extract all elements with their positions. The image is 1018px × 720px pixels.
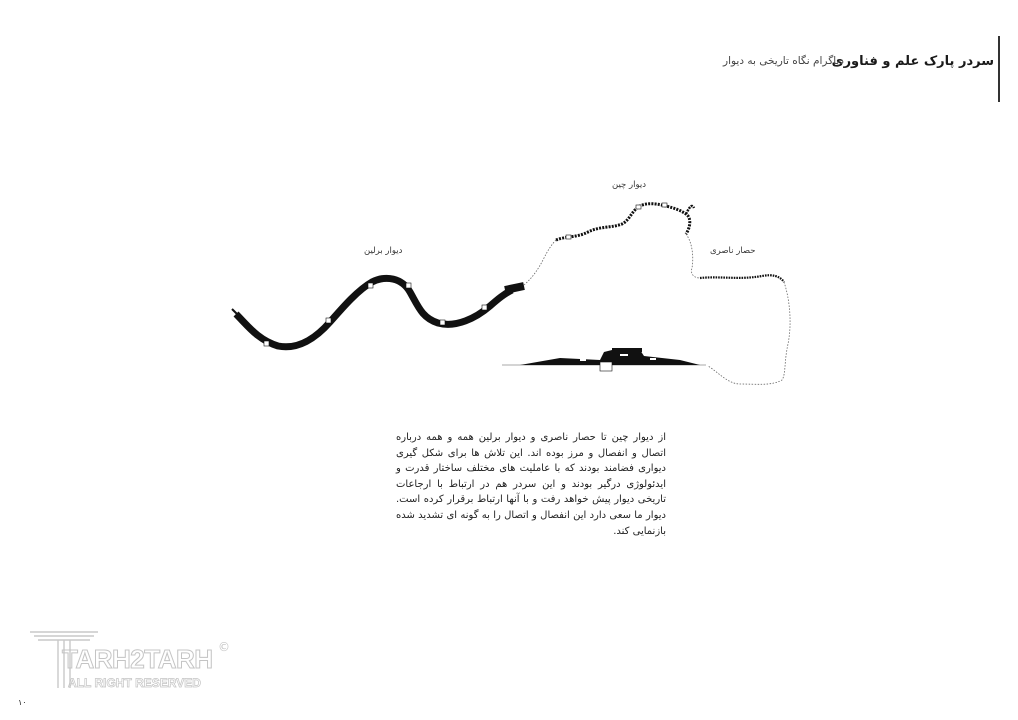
copyright-symbol: © bbox=[218, 640, 230, 654]
gateway-section-drawing bbox=[502, 348, 706, 371]
page-subtitle: دیاگرام نگاه تاریخی به دیوار bbox=[723, 55, 844, 67]
naseri-wall-label: حصار ناصری bbox=[710, 246, 756, 256]
china-wall-path bbox=[556, 203, 694, 240]
berlin-wall-path bbox=[232, 278, 524, 346]
connection-dotted-line bbox=[686, 234, 700, 278]
page-number: ۱۰ bbox=[18, 698, 27, 707]
naseri-wall-path bbox=[700, 275, 790, 384]
page-title: سردر پارک علم و فناوری bbox=[831, 54, 994, 69]
berlin-wall-label: دیوار برلین bbox=[364, 246, 403, 256]
china-wall-label: دیوار چین bbox=[612, 180, 646, 190]
watermark-brand: TARH2TARH bbox=[62, 644, 213, 674]
connection-dotted-line bbox=[524, 240, 556, 285]
description-paragraph: از دیوار چین تا حصار ناصری و دیوار برلین همه و همه درباره اتصال و انفصال و مرز بوده اند. این تلاش ها برای شکل گیری دیواری فضامند بودند که با عاملیت های مختلف ساختار قدرت و ایدئولوژی درگیر بودند و این سردر هم در ارتباط با ارجاعات تاریخی دیوار پیش خواهد رفت و با آنها ارتباط برقرار کرده است. دیوار ما سعی دارد این انفصال و اتصال را به گونه ای تشدید شده بازنمایی کند. bbox=[396, 432, 666, 537]
tarh2tarh-watermark bbox=[28, 628, 238, 692]
watermark-rights: ALL RIGHT RESERVED bbox=[68, 676, 201, 690]
